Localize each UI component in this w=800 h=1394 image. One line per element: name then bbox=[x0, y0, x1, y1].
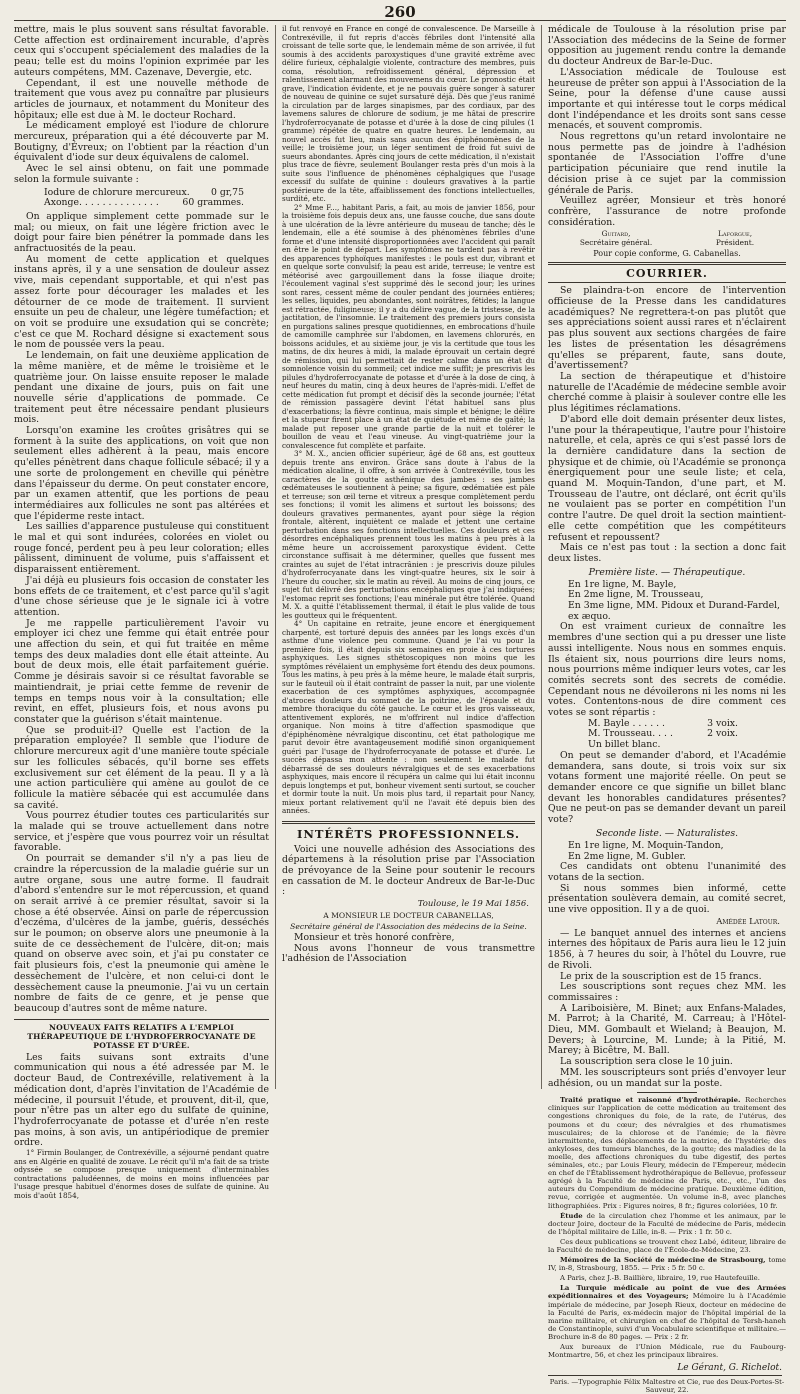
biblio-entry bbox=[548, 1096, 786, 1209]
column-1 bbox=[14, 24, 276, 1200]
list-item: En 1re ligne, M. Moquin-Tandon, bbox=[568, 839, 724, 851]
biblio-title: Traité pratique et raisonné d'hydrothérapie. bbox=[560, 1096, 741, 1105]
paragraph: — Le banquet annuel des internes et anciens internes des hôpitaux de Paris aura lieu le 12 juin 1856, à 7 heures du soir, à l'hôtel du Louvre, rue de Rivoli. bbox=[548, 927, 786, 971]
paragraph: Se plaindra-t-on encore de l'intervention officieuse de la Presse dans les candidatures académiques? Ne regrettera-t-on pas plutôt que ses appréciations soient aussi rares et n'éclairent pas plus souvent aux sections chargées de faire les listes de présentation les désagrémens qu'elles se préparent, faute, sans doute, d'avertissement? bbox=[548, 285, 786, 372]
paragraph: D'abord elle doit demain présenter deux listes, l'une pour la thérapeutique, l'autre pour l'histoire naturelle, et cela, après ce qui s'est passé lors de la dernière candidature dans la section de physique et de chimie, où l'Académie se prononça énergiquement pour une seule liste; et cela, quand M. Moquin-Tandon, d'une part, et M. Trousseau de l'autre, ont déclaré, ont écrit qu'ils ne voulaient pas se porter en compétition l'un contre l'autre. De quel droit la section maintient-elle cette compétition que les compétiteurs refusent et repoussent? bbox=[548, 413, 786, 543]
formula bbox=[44, 188, 269, 209]
list-item: En 2me ligne, M. Gubler. bbox=[568, 850, 686, 862]
signature-name: Guitard, bbox=[601, 229, 631, 239]
paragraph: il fut renvoyé en France en congé de convalescence. De Marseille à Contrexéville, il fut repris d'accès fébriles dont l'intensité alla croissant de telle sorte que, le lendemain même de son arrivée, il fut soumis à des accidents paroxystiques d'une gravité extrême avec délire furieux, céphalalgie violente, contracture des membres, puis coma, résolution, refroidissement général, dépression et ralentissement alarmant des mouvemens du cœur. Le pronostic était grave, l'indication évidente, et je ne pouvais guère songer à saturer de nouveau de quinine ce sujet sursaturé déjà. Dès que j'eus ranimé la circulation par de larges sinapismes, par des cordiaux, par des lavemens salures de chlorure de sodium, je me hâtai de prescrire l'hydroferrocyanate de potasse et d'urée à la dose de cinq pilules (1 gramme) répétée de quatre en quatre heures. Le lendemain, au nouvel accès fut lieu, mais sans aucun des épiphénomènes de la veille; le troisième jour, un léger sentiment de froid fut suivi de sueurs abondantes. Après cinq jours de cette médication, il n'existait plus trace de fièvre, seulement Boulanger resta près d'un mois à la suite sous l'influence de phénomènes céphalgiques que l'usage excessif du sulfate de quinine : douleurs gravatives à la partie postérieure de la tête, affaiblissement des fonctions intellectuelles, surdité, etc. bbox=[282, 24, 535, 203]
letter-addressee: A MONSIEUR LE DOCTEUR CABANELLAS, bbox=[323, 911, 494, 921]
paragraph: J'ai déjà eu plusieurs fois occasion de constater les bons effets de ce traitement, et c'est parce qu'il s'agit d'une chose sérieuse que je le signale ici à votre attention. bbox=[14, 574, 269, 618]
biblio-title: Étude bbox=[560, 1211, 583, 1220]
paragraph: 4° Un capitaine en retraite, jeune encore et énergiquement charpenté, est torturé depuis des années par les longs excès d'un asthme d'une violence peu commune. Quand je l'ai vu pour la première fois, il était depuis six semaines en proie à ces tortures asphyxiques. Les signes sthétoscopiques non moins que les symptômes révélaient un emphysème fort étendu des deux poumons. Tous les matins, à peu près à la même heure, le malade était surpris, sur le fauteuil où il était contraint de passer la nuit, par une violente exacerbation de ces symptômes asphyxiques, accompagnée d'atroces douleurs du sommet de la poitrine, de l'épaule et du membre thoracique du côté gauche. Le cœur et les gros vaisseaux, attentivement explorés, ne m'offrirent nul indice d'affection organique. Non moins à titre d'affection spasmodique que d'épiphénomène névralgique discontinu, cet état pathologique me parut devoir être avantageusement modifié sinon organiquement guéri par l'usage de l'hydroferrocyanate de potasse et d'urée. Le succès dépassa mon attente : non seulement le malade fut débarrassé de ses douleurs névralgiques et de ses exacerbations asphyxiques, mais encore il récupéra un calme qui lui était inconnu depuis longtemps et put, bonheur vivement senti surtout, se coucher et dormir toute la nuit. Un mois plus tard, il repartait pour Nancy, mieux portant relativement qu'il ne l'avait été depuis bien des années. bbox=[282, 619, 535, 815]
paragraph: Vous pourrez étudier toutes ces particularités sur la malade qui se trouve actuellement dans notre service, et j'espère que vous pourrez voir un résultat favorable. bbox=[14, 810, 269, 854]
paragraph: Cependant, il est une nouvelle méthode de traitement que vous avez pu connaître par plusieurs articles de journaux, et notamment du Moniteur des hôpitaux; elle est due à M. le docteur Rochard. bbox=[14, 77, 269, 121]
paragraph: Monsieur et très honoré confrère, bbox=[294, 932, 455, 944]
signatures bbox=[548, 230, 786, 247]
biblio-text: Recherches cliniques sur l'application de cette médication au traitement des congestions chroniques du foie, de la rate, de l'utérus, des poumons et du cœur; des névralgies et des rhumatismes musculaires; de la chlorose et de l'anémie; de la fièvre intermittente, des déplacements de la matrice, de l'hystérie; des ankyloses, des tumeurs blanches, de la goutte; des maladies de la moelle, des affections chroniques du tube digestif, des pertes séminales, etc.; par Louis Fleury, médecin de l'Empereur, médecin en chef de l'Établissement hydrothérapique de Bellevue, professeur agrégé à la Faculté de médecine de Paris, etc., etc., l'un des auteurs du Compendium de médecine pratique. Deuxième édition, revue, corrigée et augmentée. Un volume in-8, avec planches lithographiées. Prix : Figures noires, 8 fr.; figures coloriées, 10 fr. bbox=[548, 1096, 786, 1210]
paragraph: On est vraiment curieux de connaître les membres d'une section qui a pu dresser une liste aussi intelligente. Nous nous en sommes enquis. Ils étaient six, nous pourrions dire leurs noms, nous pourrions même indiquer leurs votes, car les comités secrets sont des secrets de comédie. Cependant nous ne dévoilerons ni les noms ni les votes. Contentons-nous de dire comment ces votes se sont répartis : bbox=[548, 621, 786, 719]
biblio-entry bbox=[548, 1284, 786, 1341]
biblio-text: Mémoire lu à l'Académie impériale de médecine, par Joseph Rieux, docteur en médecine de la Faculté de Paris, ex-médecin major de l'hôpital impérial de la marine militaire, et chirurgien en chef de l'hôpital de Tersh-haneh de Constantinople, suivi d'un Vocabulaire scientifique et militaire.—Brochure in-8 de 80 pages. — Prix : 2 fr. bbox=[548, 1292, 786, 1341]
gerant-line: Le Gérant, G. Richelot. bbox=[548, 1363, 782, 1376]
biblio-entry bbox=[548, 1212, 786, 1236]
biblio-title: La Turquie médicale au point de vue des Armées expéditionnaires et des Voyageurs; bbox=[548, 1284, 786, 1301]
list-item: En 2me ligne, M. Trousseau, bbox=[568, 589, 704, 601]
paragraph: Nous avons l'honneur de vous transmettre l'adhésion de l'Association bbox=[282, 942, 535, 965]
columns bbox=[14, 24, 786, 1394]
signature-title: Secrétaire général. bbox=[579, 237, 653, 247]
vote-name: M. Bayle . . . . . . bbox=[588, 717, 665, 729]
formula-dose: 0 gr,75 bbox=[210, 186, 244, 198]
list-item: En 3me ligne, MM. Pidoux et Durand-Fardel, ex æquo. bbox=[568, 600, 781, 622]
section-title: COURRIER. bbox=[548, 262, 786, 283]
paragraph: Les saillies d'apparence pustuleuse qui constituent le mal et qui sont indurées, colorées en violet ou rouge foncé, perdent peu à peu leur coloration; elles pâlissent, diminuent de volume, puis s'affaissent et disparaissent entièrement. bbox=[14, 521, 269, 576]
paragraph: Mais ce n'est pas tout : la section a donc fait deux listes. bbox=[548, 542, 786, 564]
paragraph: 1° Firmin Boulanger, de Contrexéville, a séjourné pendant quatre ans en Algérie en qualité de zouave. Le récit qu'il m'a fait de sa triste odyssée se compose presque uniquement d'interminables contractations paludéennes, de moins en moins influencées par l'usage presque habituel d'énormes doses de sulfate de quinine. Au mois d'août 1854, bbox=[14, 1148, 269, 1200]
paragraph: La section de thérapeutique et d'histoire naturelle de l'Académie de médecine semble avoir cherché comme à plaisir à soulever contre elle les plus légitimes réclamations. bbox=[548, 370, 786, 415]
section-title: NOUVEAUX FAITS RELATIFS A L'EMPLOI THÉRAPEUTIQUE DE L'HYDROFERROCYANATE DE POTASSE ET D'URÉE. bbox=[14, 1019, 269, 1050]
paragraph: A Lariboisière, M. Binet; aux Enfans-Malades, M. Parrot; à la Charité, M. Carreau; à l'Hôtel-Dieu, MM. Gombault et Wieland; à Beaujon, M. Devers; à Lourcine, M. Lunde; à la Pitié, M. Marey; à Bicêtre, M. Ball. bbox=[548, 1002, 786, 1057]
paragraph: Voici une nouvelle adhésion des Associations des départemens à la résolution prise par l'Association de prévoyance de la Seine pour soutenir le recours en cassation de M. le docteur Andreux de Bar-le-Duc : bbox=[282, 843, 535, 898]
list-item: En 1re ligne, M. Bayle, bbox=[568, 578, 677, 590]
paragraph: mettre, mais le plus souvent sans résultat favorable. Cette affection est ordinairement incurable, d'après ceux qui s'occupent spécialement des maladies de la peau; telle est du moins l'opinion exprimée par les auteurs compétens, MM. Cazenave, Devergie, etc. bbox=[14, 24, 269, 78]
paragraph: La souscription sera close le 10 juin. bbox=[560, 1056, 733, 1068]
biblio-title: Mémoires de la Société de médecine de Strasbourg, bbox=[560, 1256, 766, 1265]
paragraph: Les faits suivans sont extraits d'une communication qui nous a été adressée par M. le docteur Baud, de Contrexéville, relativement à la médication dont, d'après l'invitation de l'Académie de médecine, il poursuit l'étude, et prouvent, dit-il, que, pour n'être pas un alter ego du sulfate de quinine, l'hydroferrocyanate de potasse et d'urée n'en reste pas moins, à son avis, un antipériodique de premier ordre. bbox=[14, 1051, 269, 1149]
vote-count: 2 voix. bbox=[707, 728, 738, 740]
paragraph: 3° M. X., ancien officier supérieur, âgé de 68 ans, est goutteux depuis trente ans environ. Grâce sans doute à l'abus de la médication alcaline, il offre, à son arrivée à Contrexéville, tous les caractères de la goutte asthénique des jambes : ses jambes œdémateuses le soutiennent à peine; sa figure, œdématiée est pâle et terreuse; son œil terne et vitreux a presque complètement perdu ses fonctions; il vomit les alimens et surtout les boissons; des douleurs gravatives permanentes, ayant pour siège la région frontale, altèrent, inquiètent ce malade et jettent une certaine perturbation dans ses fonctions intellectuelles. Ces douleurs et ces désordres encéphaliques prennent tous les matins à peu près à la même heure un accroissement paroxystique évident. Cette circonstance suffisait à me déterminer, quelles que fussent mes craintes au sujet de l'état intracrânien : je prescrivis douze pilules d'hydroferrocyanate dans les vingt-quatre heures, six le soir à l'heure du coucher, six le matin au réveil. Au moins de cinq jours, ce sujet fut délivré des perturbations encéphaliques que j'ai indiquées; l'estomac reprit ses fonctions; l'eau minérale put être tolérée. Quand M. X. a quitté l'établissement thermal, il était le plus valide de tous les goutteux qui le fréquentent. bbox=[282, 449, 535, 620]
paragraph: Que se produit-il? Quelle est l'action de la préparation employée? Il semble que l'iodure de chlorure mercureux agit d'une manière toute spéciale sur les follicules sébacés, qu'il borne ses effets exclusivement sur cet élément de la peau. Il y a là une action particulière qui amène au goulot de ce follicule la matière sébacée qui est accumulée dans sa cavité. bbox=[14, 724, 269, 811]
paragraph: médicale de Toulouse à la résolution prise par l'Association des médecins de la Seine de former opposition au jugement rendu contre la demande du docteur Andreux de Bar-le-Duc. bbox=[548, 24, 786, 68]
paragraph: Le lendemain, on fait une deuxième application de la même manière, et de même le troisième et le quatrième jour. On laisse ensuite reposer le malade pendant une dixaine de jours, puis on fait une nouvelle série d'applications de pommade. Ce traitement peut être nécessaire pendant plusieurs mois. bbox=[14, 350, 269, 426]
list-title: Seconde liste. — Naturalistes. bbox=[595, 827, 739, 839]
bibliography bbox=[548, 1096, 786, 1359]
paragraph: Je me rappelle particulièrement l'avoir vu employer ici chez une femme qui était entrée pour une affection du sein, et qui fut traitée en même temps des deux maladies dont elle était atteinte. Au bout de deux mois, elle était parfaitement guérie. Comme je désirais savoir si ce résultat favorable se maintiendrait, je priai cette femme de revenir de temps en temps nous voir à la consultation; elle revint, en effet, plusieurs fois, et nous avons pu constater que la guérison s'était maintenue. bbox=[14, 617, 269, 725]
vote-count: 3 voix. bbox=[707, 717, 738, 729]
letter-addressee-title: Secrétaire général de l'Association des médecins de la Seine. bbox=[290, 922, 527, 932]
paragraph: On pourrait se demander s'il n'y a pas lieu de craindre la répercussion de la maladie guérie sur un autre organe, sous une autre forme. Il faudrait d'abord s'entendre sur le mot répercussion, et quand on serait arrivé à ce premier résultat, savoir si la chose a été observée. Ainsi on parle de répercussion d'eczéma, d'ulcères de la jambe, guéris, desséchés sur le poumon; on observe alors une pneumonie à la suite de ce dessèchement de l'ulcère, dit-on; mais quand on observe avec soin, et j'ai pu constater ce fait plusieurs fois, c'est la pneumonie qui amène le dessèchement de l'ulcère, et non celui-ci dont le dessèchement cause la pneumonie. J'ai vu un certain nombre de faits de ce genre, et je pense que beaucoup d'autres sont de même nature. bbox=[14, 853, 269, 1014]
biblio-entry bbox=[548, 1274, 786, 1282]
signature-name: Laforgue, bbox=[717, 229, 753, 239]
signature bbox=[716, 230, 754, 247]
paragraph: MM. les souscripteurs sont priés d'envoyer leur adhésion, ou un mandat sur la poste. bbox=[548, 1066, 786, 1089]
biblio-entry bbox=[548, 1343, 786, 1359]
biblio-text: tome IV, in-8, Strasbourg, 1855. — Prix : 5 fr. 50 c. bbox=[548, 1256, 786, 1273]
biblio-entry bbox=[548, 1238, 786, 1254]
paragraph: On applique simplement cette pommade sur le mal; ou mieux, on fait une légère friction avec le doigt pour faire bien pénétrer la pommade dans les anfractuosités de la peau. bbox=[14, 210, 269, 255]
paragraph: Lorsqu'on examine les croûtes grisâtres qui se forment à la suite des applications, on voit que non seulement elles adhèrent à la peau, mais encore qu'elles pénètrent dans chaque follicule sébacé; il y a une sorte de prolongement en cheville qui pénètre dans l'épaisseur du derme. On peut constater encore, par un examen attentif, que les portions de peau intermédiaires aux follicules ne sont pas altérées et que l'épiderme reste intact. bbox=[14, 425, 269, 522]
biblio-text: A Paris, chez J.-B. Baillière, libraire, 19, rue Hautefeuille. bbox=[560, 1274, 760, 1283]
paragraph: On peut se demander d'abord, et l'Académie demandera, sans doute, si trois voix sur six votans forment une majorité réelle. On peut se demander encore ce que signifie un billet blanc devant les honorables candidatures présentes? Que ne peut-on pas se demander devant un pareil vote? bbox=[548, 749, 786, 826]
paragraph: Si nous sommes bien informé, cette présentation soulèvera demain, au comité secret, une vive opposition. Il y a de quoi. bbox=[548, 882, 786, 916]
vote-name: M. Trousseau. . . . bbox=[588, 728, 673, 740]
paragraph: 2° Mme F..., habitant Paris, a fait, au mois de janvier 1856, pour la troisième fois depuis deux ans, une fausse couche, due sans doute à une ulcération de la lèvre antérieure du museau de tanche; dès le lendemain, elle a été soumise à des phénomènes fébriles d'une forme et d'une intensité disproportionnées avec l'accident qui paraît en être le point de départ. Les symptômes ne tardent pas à revêtir des apparences typhoïques manifestes : le pouls est dur, vibrant et en quelque sorte convulsif; la peau est aride, terreuse; le ventre est météorisé avec gargouillement dans la fosse iliaque droite; l'écoulement vaginal s'est supprimé dès le second jour; les urines sont rares, cessent même de couler pendant des journées entières; les selles, liquides, peu abondantes, sont noirâtres, fétides; la langue est rétractée, fuligineuse; il y a du délire vague, de la tristesse, de la jactitation, de l'insomnie. Le traitement des premiers jours consista en purgations salines presque quotidiennes, en embrocations d'huile de camomille camphrée sur l'abdomen, en lavemens chlorurés, en boissons acidules, et au sixième jour, je vis la certitude que tous les matins, de dix heures à midi, la malade éprouvait un certain degré de rémission, qui lui permettait de rester calme dans un état du somnolence voisin du sommeil; cet indice me suffit; je prescrivis les pilules d'hydroferrocyanate de potasse et d'urée à la dose de cinq, à neuf heures du matin, cinq à deux heures de l'après-midi. L'effet de cette médication fut prompt et décisif dès la seconde journée; l'état de rémission passagère devint l'état habituel sans plus d'exacerbations; la fièvre continua, mais simple et bénigne; le délire et la stupeur firent place à un état de quiétude et même de gaîté; la malade put reposer une grande partie de la nuit et tolérer le bouillon de veau et l'eau vineuse. Au vingt-quatrième jour la convalescence fut complète et parfaite. bbox=[282, 202, 535, 450]
paragraph: Les souscriptions sont reçues chez MM. les commissaires : bbox=[548, 981, 786, 1003]
paragraph: Le prix de la souscription est de 15 francs. bbox=[560, 970, 762, 982]
paragraph: Ces candidats ont obtenu l'unanimité des votans de la section. bbox=[548, 861, 786, 883]
biblio-entry bbox=[548, 1256, 786, 1272]
signature-title: Président. bbox=[715, 237, 755, 247]
formula-dose: 60 grammes. bbox=[182, 197, 244, 209]
paragraph: L'Association médicale de Toulouse est heureuse de prêter son appui à l'Association de la Seine, pour la défense d'une cause aussi importante et qui intéresse tout le corps médical dont l'indépendance et les droits sont sans cesse menacés, et souvent compromis. bbox=[548, 66, 786, 132]
letter-date: Toulouse, le 19 Mai 1856. bbox=[417, 899, 529, 910]
paragraph: Le médicament employé est l'iodure de chlorure mercureux, préparation qui a été découverte par M. Boutigny, d'Évreux; on l'obtient par la réaction d'un équivalent d'iode sur deux équivalens de calomel. bbox=[14, 120, 269, 164]
paragraph: Nous regrettons qu'un retard involontaire ne nous permette pas de joindre à l'adhésion spontanée de l'Association l'offre d'une participation pécuniaire que rend inutile la décision prise à ce sujet par la commission générale de Paris. bbox=[548, 131, 786, 196]
list-title: Première liste. — Thérapeutique. bbox=[588, 566, 746, 578]
article-signer: Amédée Latour. bbox=[716, 916, 780, 927]
formula-ingredient: Axonge. . . . . . . . . . . . . . bbox=[44, 197, 159, 209]
vote-blank: Un billet blanc. bbox=[588, 739, 661, 751]
formula-line bbox=[44, 198, 244, 209]
biblio-text: de la circulation chez l'homme et les animaux, par le docteur Joire, docteur de la Faculté de médecine de Paris, médecin de l'hôpital militaire de Lille, in-8. — Prix : 1 fr. 50 c. bbox=[548, 1211, 786, 1236]
paragraph: Au moment de cette application et quelques instans après, il y a une sensation de douleur assez vive, mais cependant supportable, et qui n'est pas assez forte pour décourager les malades et les détourner de ce mode de traitement. Il survient ensuite un peu de chaleur, une légère tuméfaction; et on voit se produire une exsudation qui se concrète; c'est ce que M. Rochard désigne si exactement sous le nom de poussée vers la peau. bbox=[14, 253, 269, 351]
column-2 bbox=[276, 25, 542, 1089]
copy-conform-line: Pour copie conforme, G. Cabanellas. bbox=[593, 249, 741, 259]
column-3 bbox=[542, 24, 786, 1394]
paragraph: Veuillez agréer, Monsieur et très honoré confrère, l'assurance de notre profonde considération. bbox=[548, 195, 786, 228]
printer-line: Paris. —Typographie Félix Maltestre et Cie, rue des Deux-Portes-St-Sauveur, 22. bbox=[549, 1378, 785, 1394]
formula-ingredient: Iodure de chlorure mercureux. bbox=[44, 186, 190, 198]
paragraph: Avec le sel ainsi obtenu, on fait une pommade selon la formule suivante : bbox=[14, 163, 269, 185]
section-title: INTÉRÊTS PROFESSIONNELS. bbox=[282, 821, 535, 841]
signature bbox=[580, 230, 652, 247]
biblio-text: Aux bureaux de l'Union Médicale, rue du Faubourg-Montmartre, 56, et chez les principaux libraires. bbox=[548, 1343, 786, 1360]
biblio-text: Ces deux publications se trouvent chez Labé, éditeur, libraire de la Faculté de médecine, place de l'École-de-Médecine, 23. bbox=[548, 1237, 786, 1254]
page-number: 260 bbox=[14, 4, 786, 21]
divider bbox=[637, 1092, 697, 1093]
